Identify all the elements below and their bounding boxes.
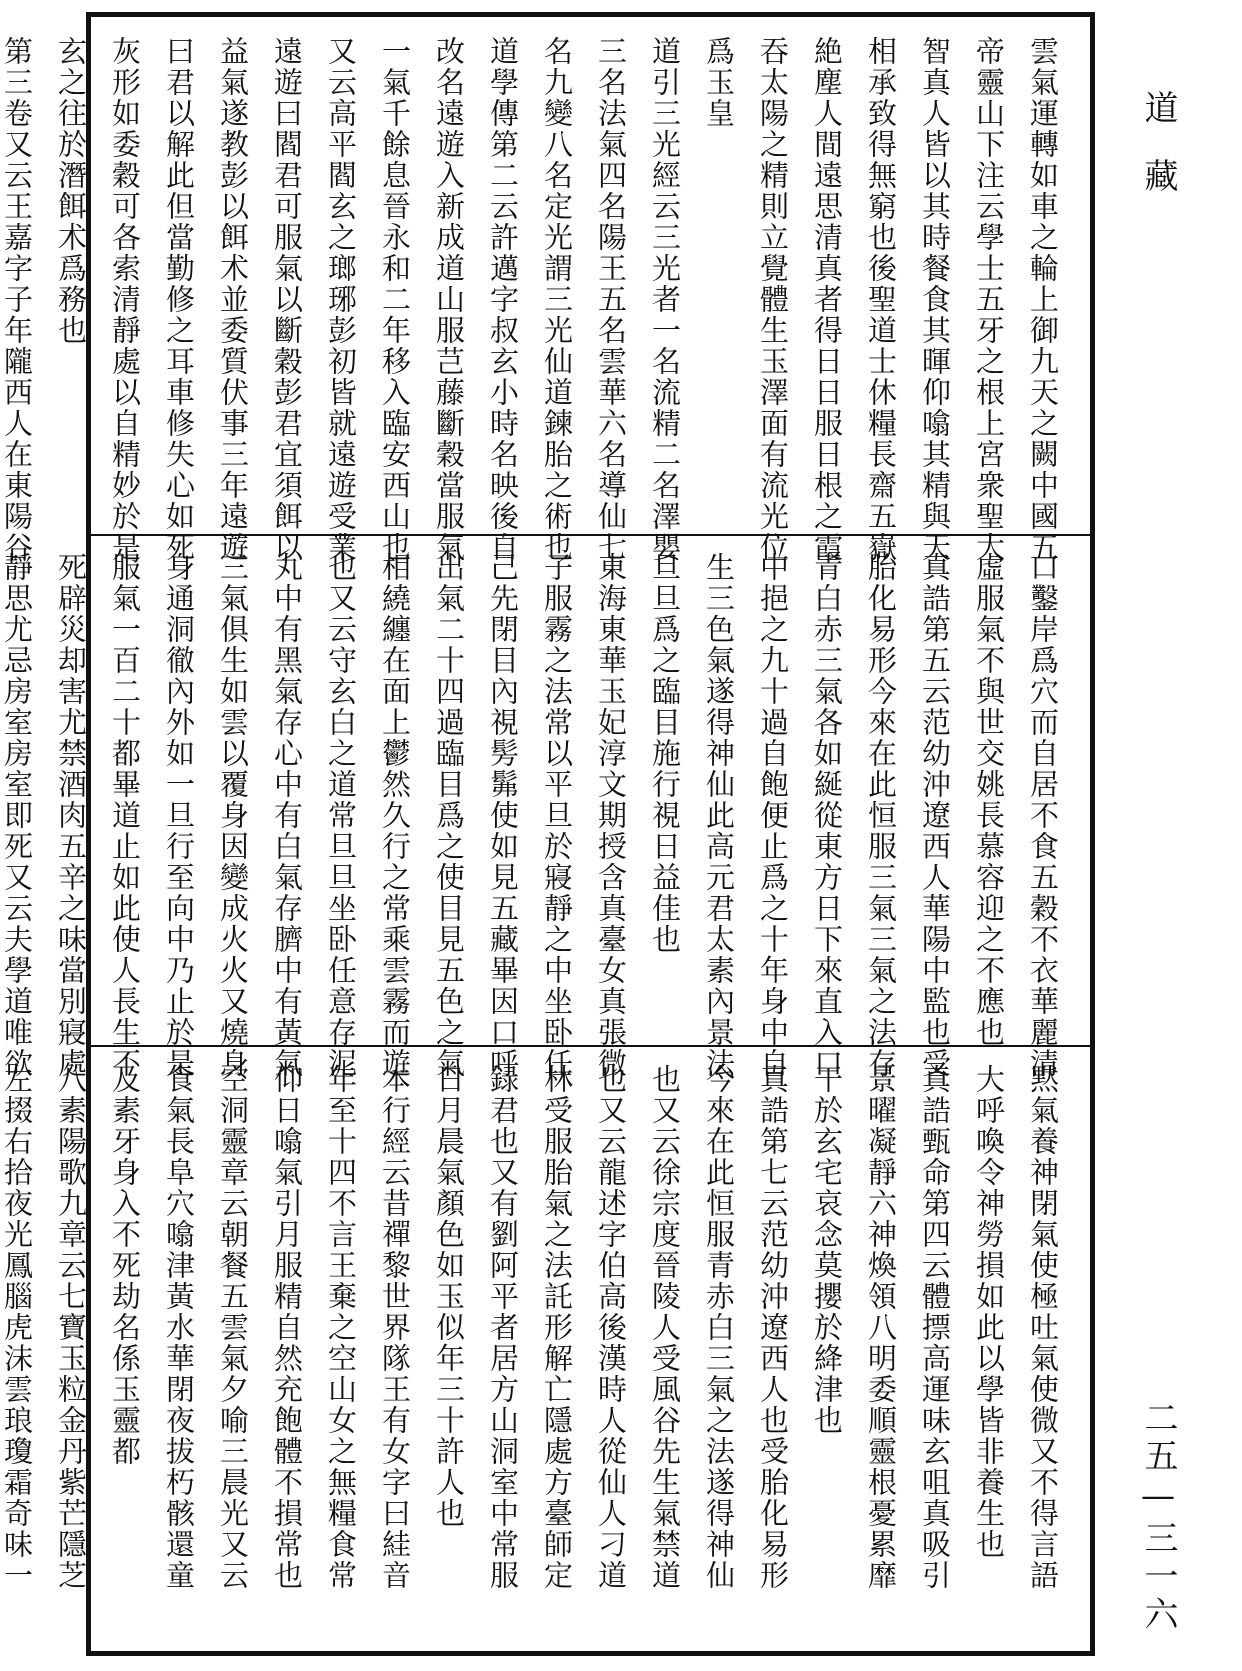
text-column: 干於玄宅哀念莫攖於絳津也 [810,1064,844,1436]
text-column: 玄之往於潛餌术爲務也 [54,36,88,346]
text-column: 也又云守玄白之道常旦旦坐卧任意存泥 [324,552,358,1079]
text-column: 也又云徐宗度晉陵人受風谷先生氣禁道 [648,1064,682,1591]
text-column: 真誥第五云范幼沖遼西人華陽中監也受 [918,552,952,1079]
text-column: 爲玉皇 [702,36,736,129]
text-column: 死辟災却害尤禁酒肉五辛之味當別寢處 [54,552,88,1079]
book-title: 道藏 [1138,90,1178,226]
text-panel-bottom [0,1064,1089,1646]
text-column: 吞太陽之精則立覺體生玉澤面有流光位 [756,36,790,563]
panel-columns [0,1064,1065,1646]
text-column: 益氣遂教彭以餌术並委質伏事三年遠遊 [216,36,250,563]
text-panel-top [0,36,1089,563]
text-column: 日月晨氣顏色如玉似年三十許人也 [432,1064,466,1529]
text-column: 青白赤三氣各如綖從東方日下來直入口 [810,552,844,1079]
text-column: 相繞纏在面上鬱然久行之常乘雲霧而遊 [378,552,412,1079]
text-panel-middle [0,552,1089,1079]
text-column: 身通洞徹內外如一旦行至向中乃止於是 [162,552,196,1079]
text-column: 大呼喚令神勞損如此以學皆非養生也 [972,1064,1006,1560]
text-column: 又云高平閻玄之瑯琊彭初皆就遠遊受業 [324,36,358,563]
text-column: 帝靈山下注云學士五牙之根上宮衆聖大 [972,36,1006,563]
text-column: 今來在此恒服青赤白三氣之法遂得神仙 [702,1064,736,1591]
text-column: 中挹之九十過自飽便止爲之十年身中自 [756,552,790,1079]
text-column: 録君也又有劉阿平者居方山洞室中常服 [486,1064,520,1591]
text-column: 空洞靈章云朝餐五雲氣夕喻三晨光又云 [216,1064,250,1591]
text-column: 一氣千餘息晉永和二年移入臨安西山也 [378,36,412,563]
text-column: 子服霧之法常以平旦於寢靜之中坐卧任 [540,552,574,1079]
text-column: 虛服氣不與世交姚長慕容迎之不應也 [972,552,1006,1048]
text-column: 黙氣養神閉氣使極吐氣使微又不得言語 [1026,1064,1060,1591]
text-column: 相承致得無窮也後聖道士休糧長齋五嶽 [864,36,898,563]
text-column: 靜思尤忌房室房室即死又云夫學道唯欲 [0,552,34,1079]
page-number: 二五—三一六 [1138,1400,1178,1634]
text-column: 第三卷又云王嘉字子年隴西人在東陽谷 [0,36,34,563]
text-column: 智真人皆以其時餐食其暉仰噏其精與天 [918,36,952,563]
text-column: 也又云龍述字伯高後漢時人從仙人刁道 [594,1064,628,1591]
text-column: 絶塵人間遠思清真者得日日服日根之霞 [810,36,844,563]
text-column: 曰君以解此但當勤修之耳車修失心如死 [162,36,196,563]
text-column: 景曜凝靜六神煥領八明委順靈根憂累靡 [864,1064,898,1591]
text-column: 林受服胎氣之法託形解亡隱處方臺師定 [540,1064,574,1591]
text-column: 改名遠遊入新成道山服芑藤斷穀當服氣 [432,36,466,563]
text-column: 真誥甄命第四云體摽高運味玄咀真吸引 [918,1064,952,1591]
text-column: 及素牙身入不死劫名係玉靈都 [108,1064,142,1467]
text-column: 三氣俱生如雲以覆身因變成火火又燒身 [216,552,250,1079]
text-column: 左掇右拾夜光鳳腦虎沫雲琅瓊霜奇味一 [0,1064,34,1591]
text-column: 雲氣運轉如車之輪上御九天之闕中國五 [1026,36,1060,563]
text-column: 真誥第七云范幼沖遼西人也受胎化易形 [756,1064,790,1591]
text-column: 年至十四不言王棄之空山女之無糧食常 [324,1064,358,1591]
text-column: 口鑿岸爲穴而自居不食五穀不衣華麗清 [1026,552,1060,1079]
text-column: 道學傳第二云許邁字叔玄小時名映後自 [486,36,520,563]
text-column: 己先閉目內視髣髴使如見五藏畢因口呼 [486,552,520,1079]
panel-columns [0,36,1065,563]
text-column: 名九變八名定光謂三光仙道鍊胎之術也 [540,36,574,563]
text-column: 胎化易形今來在此恒服三氣三氣之法存 [864,552,898,1079]
text-column: 服氣一百二十都畢道止如此使人長生不 [108,552,142,1079]
text-column: 遠遊曰閻君可服氣以斷穀彭君宜須餌以 [270,36,304,563]
text-column: 食氣長阜穴噏津黃水華閉夜拔朽骸還童 [162,1064,196,1591]
text-column: 三名法氣四名陽王五名雲華六名導仙七 [594,36,628,563]
text-column: 丸中有黑氣存心中有白氣存臍中有黃氣 [270,552,304,1079]
text-column: 出氣二十四過臨目爲之使目見五色之氣 [432,552,466,1079]
panel-columns [0,552,1065,1079]
text-column: 仰日噏氣引月服精自然充飽體不損常也 [270,1064,304,1591]
text-column: 生三色氣遂得神仙此高元君太素內景法 [702,552,736,1079]
text-column: 八素陽歌九章云七寶玉粒金丹紫芒隱芝 [54,1064,88,1591]
text-column: 灰形如委穀可各索清靜處以自精妙於是 [108,36,142,563]
text-column: 東海東華玉妃淳文期授含真臺女真張微 [594,552,628,1079]
text-column: 本行經云昔禪黎世界隊王有女字曰絓音 [378,1064,412,1591]
text-column: 道引三光經云三光者一名流精二名澤嬰 [648,36,682,563]
text-column: 旦旦爲之臨目施行視日益佳也 [648,552,682,955]
